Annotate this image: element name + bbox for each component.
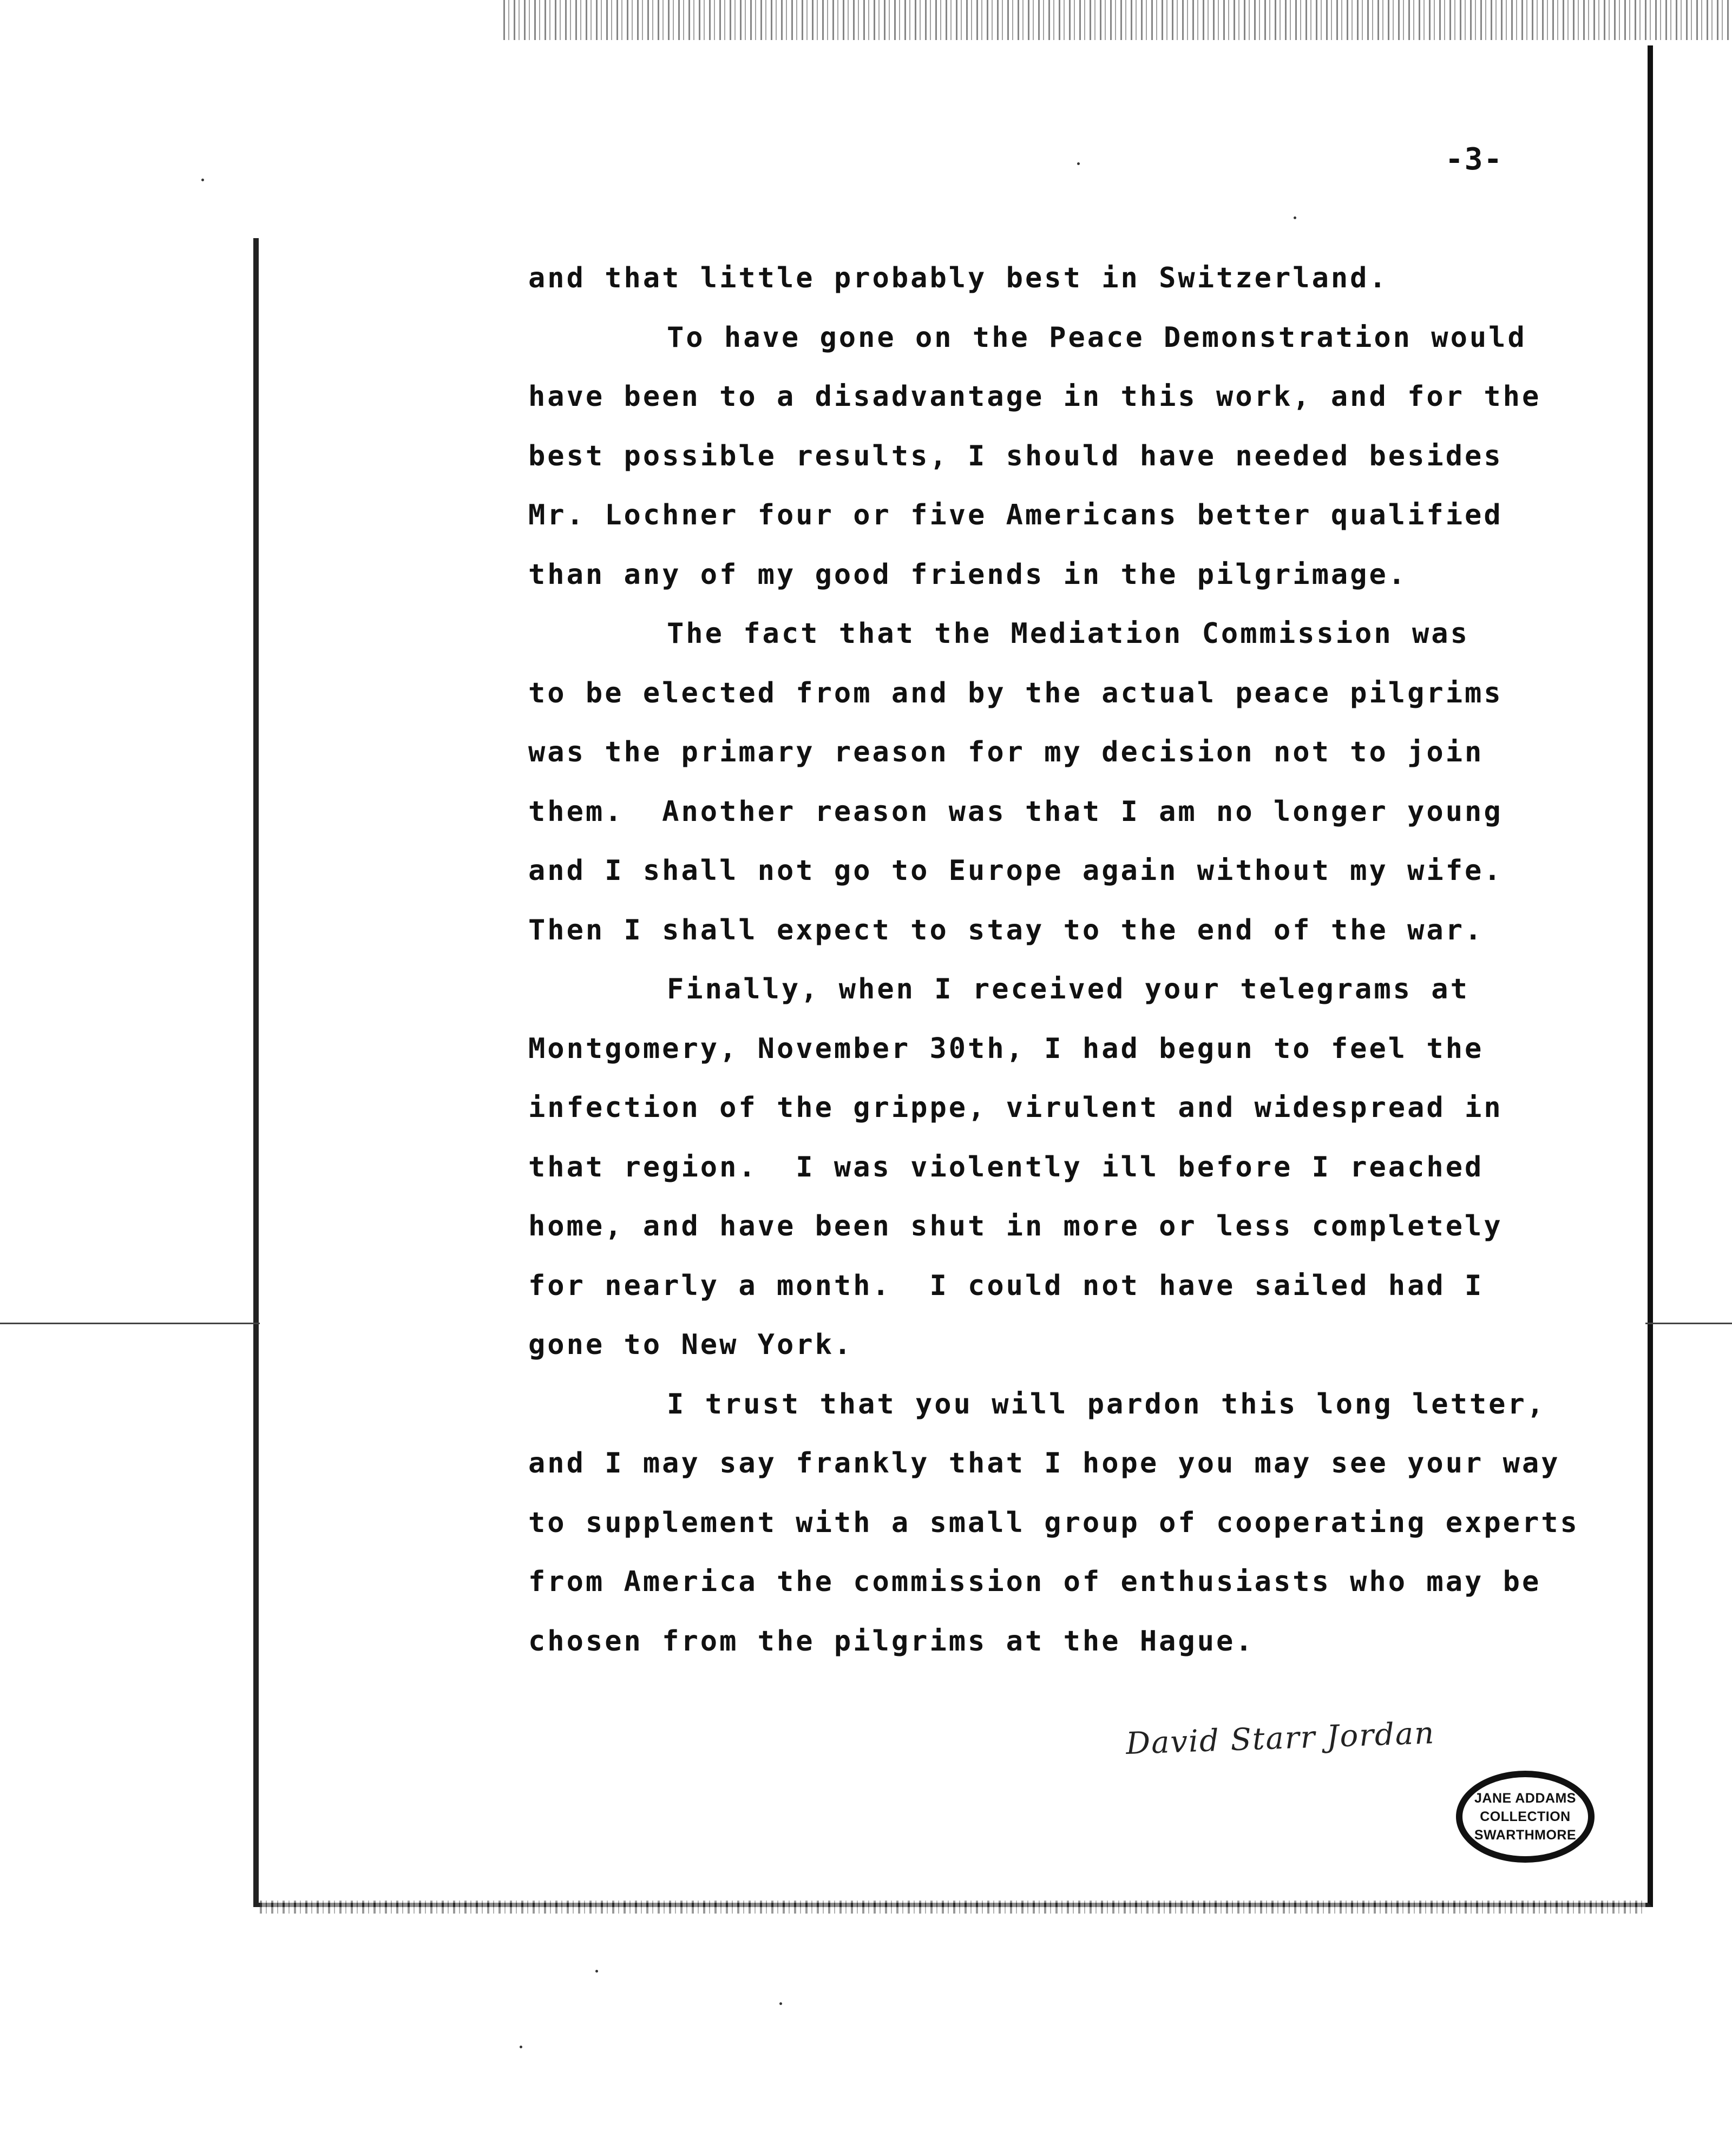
text-line: from America the commission of enthusiasts who may be bbox=[528, 1566, 1541, 1598]
stamp-line: JANE ADDAMS bbox=[1474, 1791, 1576, 1806]
text-line: to supplement with a small group of cooperating experts bbox=[528, 1506, 1579, 1539]
scan-bottom-edge bbox=[260, 1901, 1645, 1914]
text-line: for nearly a month. I could not have sailed had I bbox=[528, 1269, 1484, 1302]
text-line: than any of my good friends in the pilgrimage. bbox=[528, 558, 1408, 591]
scan-top-edge bbox=[503, 0, 1732, 40]
fold-crease-left bbox=[0, 1323, 260, 1324]
scan-speck bbox=[595, 1970, 598, 1973]
text-line: Finally, when I received your telegrams at bbox=[667, 973, 1469, 1005]
text-line: was the primary reason for my decision not to join bbox=[528, 736, 1484, 768]
text-line: and I shall not go to Europe again without my wife. bbox=[528, 854, 1503, 887]
text-line: home, and have been shut in more or less completely bbox=[528, 1210, 1503, 1243]
scan-speck bbox=[1077, 162, 1080, 165]
text-line: Montgomery, November 30th, I had begun to feel the bbox=[528, 1032, 1484, 1065]
text-line: chosen from the pilgrims at the Hague. bbox=[528, 1625, 1255, 1658]
collection-stamp bbox=[1456, 1771, 1595, 1863]
stamp-line: COLLECTION bbox=[1480, 1809, 1571, 1824]
text-line: gone to New York. bbox=[528, 1329, 854, 1361]
text-line: best possible results, I should have needed besides bbox=[528, 439, 1503, 472]
text-line: have been to a disadvantage in this work, and for the bbox=[528, 380, 1541, 413]
text-line: and that little probably best in Switzerland. bbox=[528, 262, 1388, 294]
scan-speck bbox=[1294, 216, 1296, 219]
scan-speck bbox=[779, 2002, 782, 2005]
text-line: and I may say frankly that I hope you may see your way bbox=[528, 1447, 1560, 1480]
text-line: them. Another reason was that I am no longer young bbox=[528, 795, 1503, 828]
text-line: Mr. Lochner four or five Americans better qualified bbox=[528, 499, 1503, 531]
letter-body bbox=[528, 249, 1579, 1671]
text-line: that region. I was violently ill before I reached bbox=[528, 1151, 1484, 1184]
text-line: Then I shall expect to stay to the end of the war. bbox=[528, 913, 1484, 946]
text-line: To have gone on the Peace Demonstration would bbox=[667, 321, 1527, 354]
page-number: -3- bbox=[1445, 142, 1504, 177]
page-left-edge bbox=[253, 238, 259, 1905]
text-line: to be elected from and by the actual peace pilgrims bbox=[528, 676, 1503, 709]
scan-speck bbox=[520, 2046, 522, 2048]
text-line: infection of the grippe, virulent and widespread in bbox=[528, 1092, 1503, 1124]
scan-speck bbox=[201, 179, 204, 181]
text-line: The fact that the Mediation Commission was bbox=[667, 617, 1469, 650]
fold-crease-right bbox=[1645, 1323, 1732, 1324]
signature: David Starr Jordan bbox=[1125, 1715, 1436, 1761]
text-line: I trust that you will pardon this long letter, bbox=[667, 1388, 1546, 1421]
stamp-line: SWARTHMORE bbox=[1474, 1828, 1577, 1843]
